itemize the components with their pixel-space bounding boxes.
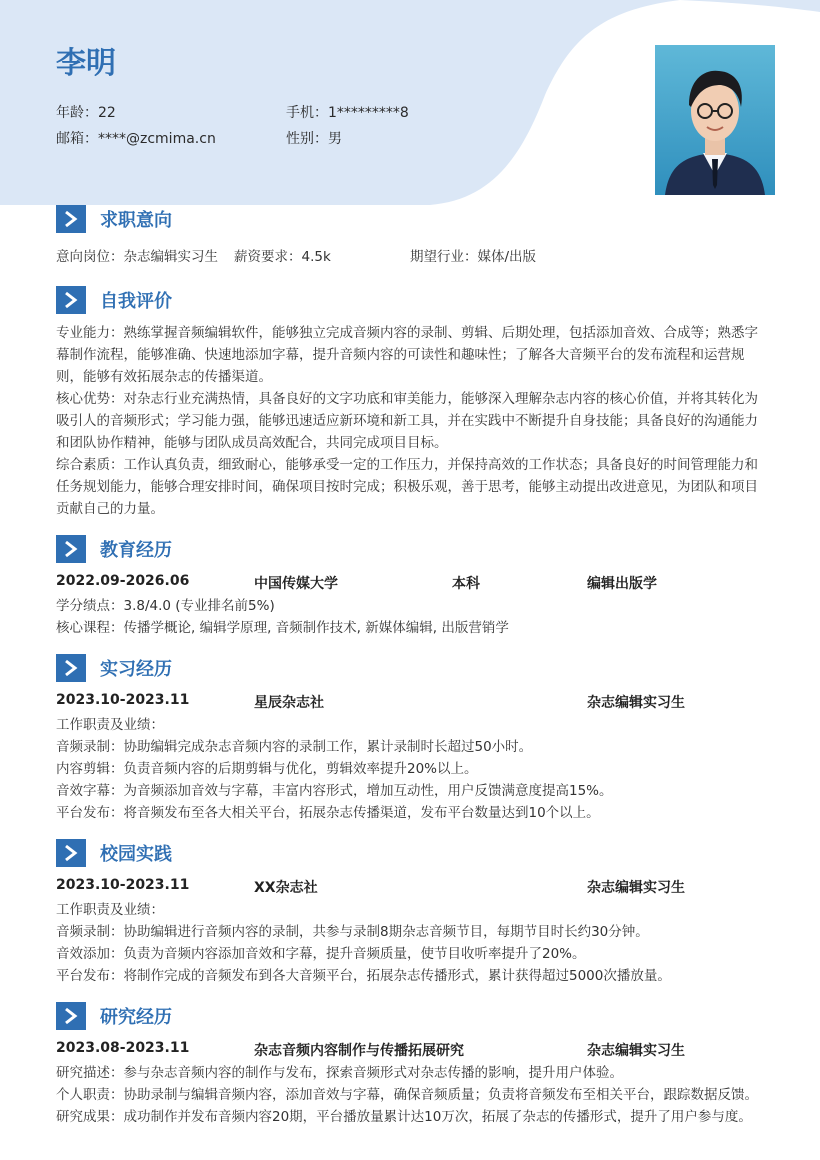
section-intent bbox=[56, 205, 172, 233]
campus-role: 杂志编辑实习生 bbox=[587, 880, 685, 896]
campus-line: 音频录制：协助编辑进行音频内容的录制，共参与录制8期杂志音频节目，每期节目时长约30分钟。 bbox=[56, 924, 649, 940]
gender-label: 性别： bbox=[286, 131, 328, 147]
self-eval-advantage: 核心优势：对杂志行业充满热情，具备良好的文字功底和审美能力，能够深入理解杂志内容的核心价值，并将其转化为吸引人的音频形式；学习能力强，能够迅速适应新环境和新工具，并在实践中不断提升自身技能；具备良好的沟通能力和团队协作精神，能够与团队成员高效配合，共同完成项目目标。 bbox=[56, 391, 758, 451]
email-label: 邮箱： bbox=[56, 131, 98, 147]
chevron-right-icon bbox=[56, 205, 86, 233]
candidate-name: 李明 bbox=[56, 46, 116, 81]
education-header-row bbox=[56, 573, 766, 593]
intent-position: 意向岗位：杂志编辑实习生 bbox=[56, 249, 218, 265]
intent-industry: 期望行业：媒体/出版 bbox=[410, 249, 537, 265]
internship-date: 2023.10-2023.11 bbox=[56, 692, 190, 708]
email-value: ****@zcmima.cn bbox=[98, 131, 216, 147]
age-value: 22 bbox=[98, 105, 116, 121]
education-details bbox=[56, 595, 766, 639]
research-project: 杂志音频内容制作与传播拓展研究 bbox=[254, 1043, 464, 1059]
internship-line: 工作职责及业绩： bbox=[56, 717, 164, 733]
section-education bbox=[56, 535, 172, 563]
email-info bbox=[56, 128, 216, 148]
campus-line: 音效添加：负责为音频内容添加音效和字幕，提升音频质量，使节目收听率提升了20%。 bbox=[56, 946, 586, 962]
intent-salary: 薪资要求：4.5k bbox=[234, 249, 331, 265]
research-details bbox=[56, 1062, 766, 1160]
section-self-eval bbox=[56, 286, 172, 314]
campus-details bbox=[56, 899, 766, 987]
education-major: 编辑出版学 bbox=[587, 576, 657, 592]
research-line: 研究描述：参与杂志音频内容的制作与发布，探索音频形式对杂志传播的影响，提升用户体验。 bbox=[56, 1065, 623, 1081]
campus-line: 工作职责及业绩： bbox=[56, 902, 164, 918]
research-header-row bbox=[56, 1040, 766, 1060]
internship-line: 平台发布：将音频发布至各大相关平台，拓展杂志传播渠道，发布平台数量达到10个以上。 bbox=[56, 805, 600, 821]
section-campus bbox=[56, 839, 172, 867]
self-eval-professional: 专业能力：熟练掌握音频编辑软件，能够独立完成音频内容的录制、剪辑、后期处理，包括添加音效、合成等；熟悉字幕制作流程，能够准确、快速地添加字幕，提升音频内容的可读性和趣味性；了解各大音频平台的发布流程和运营规则，能够有效拓展杂志的传播渠道。 bbox=[56, 325, 758, 385]
research-date: 2023.08-2023.11 bbox=[56, 1040, 190, 1056]
section-title-internship: 实习经历 bbox=[100, 659, 172, 680]
campus-date: 2023.10-2023.11 bbox=[56, 877, 190, 893]
research-role: 杂志编辑实习生 bbox=[587, 1043, 685, 1059]
gender-value: 男 bbox=[328, 131, 342, 147]
education-gpa: 学分绩点：3.8/4.0 (专业排名前5%) bbox=[56, 598, 275, 614]
research-line: 个人职责：协助录制与编辑音频内容，添加音效与字幕，确保音频质量；负责将音频发布至相关平台，跟踪数据反馈。 bbox=[56, 1087, 758, 1103]
education-degree: 本科 bbox=[452, 576, 480, 592]
education-courses: 核心课程：传播学概论, 编辑学原理, 音频制作技术, 新媒体编辑, 出版营销学 bbox=[56, 620, 509, 636]
intent-details bbox=[56, 246, 766, 268]
campus-header-row bbox=[56, 877, 766, 897]
phone-value: 1*********8 bbox=[328, 105, 409, 121]
self-eval-text bbox=[56, 322, 766, 520]
campus-org: XX杂志社 bbox=[254, 880, 318, 896]
chevron-right-icon bbox=[56, 1002, 86, 1030]
chevron-right-icon bbox=[56, 839, 86, 867]
section-title-research: 研究经历 bbox=[100, 1007, 172, 1028]
chevron-right-icon bbox=[56, 286, 86, 314]
internship-role: 杂志编辑实习生 bbox=[587, 695, 685, 711]
internship-line: 音频录制：协助编辑完成杂志音频内容的录制工作，累计录制时长超过50小时。 bbox=[56, 739, 533, 755]
chevron-right-icon bbox=[56, 654, 86, 682]
section-research bbox=[56, 1002, 172, 1030]
self-eval-quality: 综合素质：工作认真负责，细致耐心，能够承受一定的工作压力，并保持高效的工作状态；具备良好的时间管理能力和任务规划能力，能够合理安排时间，确保项目按时完成；积极乐观，善于思考，能够主动提出改进意见，为团队和项目贡献自己的力量。 bbox=[56, 457, 758, 517]
internship-header-row bbox=[56, 692, 766, 712]
gender-info bbox=[286, 128, 342, 148]
chevron-right-icon bbox=[56, 535, 86, 563]
section-title-self-eval: 自我评价 bbox=[100, 291, 172, 312]
section-internship bbox=[56, 654, 172, 682]
age-info bbox=[56, 102, 116, 122]
internship-company: 星辰杂志社 bbox=[254, 695, 324, 711]
internship-line: 内容剪辑：负责音频内容的后期剪辑与优化，剪辑效率提升20%以上。 bbox=[56, 761, 478, 777]
age-label: 年龄： bbox=[56, 105, 98, 121]
section-title-education: 教育经历 bbox=[100, 540, 172, 561]
research-line: 研究成果：成功制作并发布音频内容20期，平台播放量累计达10万次，拓展了杂志的传播形式，提升了用户参与度。 bbox=[56, 1109, 752, 1125]
phone-label: 手机： bbox=[286, 105, 328, 121]
section-title-intent: 求职意向 bbox=[100, 210, 172, 231]
education-school: 中国传媒大学 bbox=[254, 576, 338, 592]
internship-line: 音效字幕：为音频添加音效与字幕，丰富内容形式，增加互动性，用户反馈满意度提高15%。 bbox=[56, 783, 613, 799]
education-date: 2022.09-2026.06 bbox=[56, 573, 190, 589]
internship-details bbox=[56, 714, 766, 824]
profile-photo bbox=[655, 45, 775, 195]
campus-line: 平台发布：将制作完成的音频发布到各大音频平台，拓展杂志传播形式，累计获得超过5000次播放量。 bbox=[56, 968, 671, 984]
phone-info bbox=[286, 102, 409, 122]
section-title-campus: 校园实践 bbox=[100, 844, 172, 865]
